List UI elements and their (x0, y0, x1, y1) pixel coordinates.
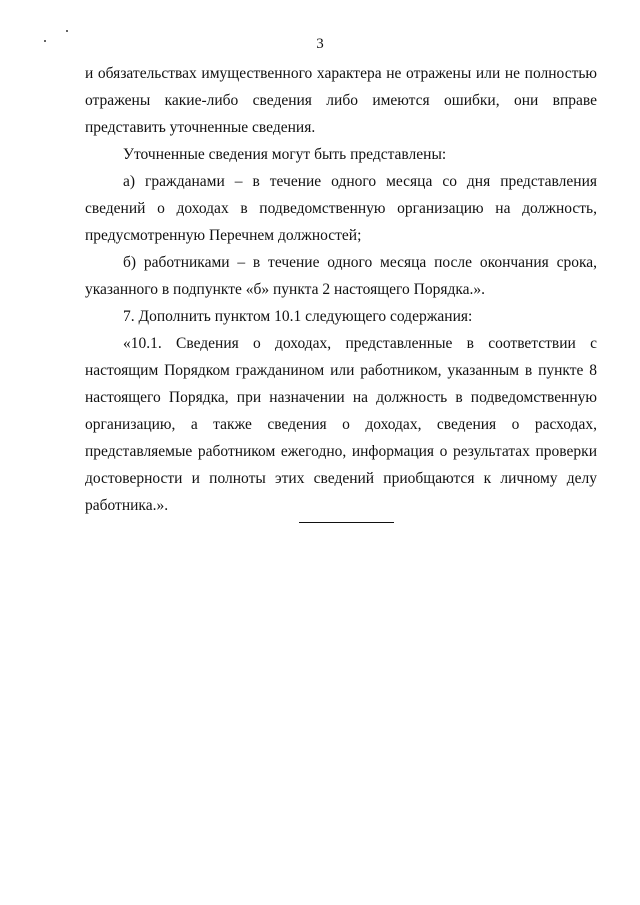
paragraph-item-a: а) гражданами – в течение одного месяца со дня представления сведений о доходах в подведомственную организацию на должность, предусмотренную Перечнем должностей; (85, 173, 597, 244)
paragraph-corrected-info: Уточненные сведения могут быть представлены: (123, 146, 447, 163)
paragraph-point-10-1: «10.1. Сведения о доходах, представленные в соответствии с настоящим Порядком гражданином или работником, указанным в пункте 8 настоящего Порядка, при назначении на должность в подведомственную организацию, а также сведения о доходах, сведения о расходах, представляемые работником ежегодно, информация о результатах проверки достоверности и полноты этих сведений приобщаются к личному делу работника.». (85, 335, 597, 514)
paragraph-continuation: и обязательствах имущественного характера не отражены или не полностью отражены какие-либо сведения либо имеются ошибки, они вправе представить уточненные сведения. (85, 65, 597, 136)
page-number: 3 (316, 36, 324, 52)
paragraph-item-b: б) работниками – в течение одного месяца после окончания срока, указанного в подпункте «б» пункта 2 настоящего Порядка.». (85, 254, 597, 298)
scan-speck (66, 30, 68, 32)
document-body (85, 60, 597, 519)
paragraph-point-7: 7. Дополнить пунктом 10.1 следующего содержания: (123, 308, 473, 325)
end-rule (299, 522, 394, 523)
